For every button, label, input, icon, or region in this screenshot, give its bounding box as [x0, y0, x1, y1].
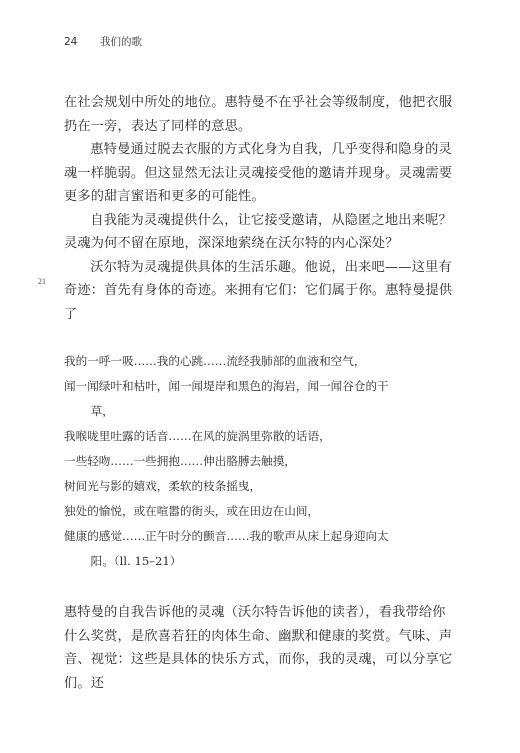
body-text-bottom — [64, 601, 456, 695]
paragraph: 惠特曼的自我告诉他的灵魂（沃尔特告诉他的读者），看我带给你什么奖赏，是欣喜若狂的肉体生命、幽默和健康的奖赏。气味、声音、视觉：这些是具体的快乐方式，而你，我的灵魂，可以分享它们。还 — [64, 605, 453, 691]
poem-line: 独处的愉悦，或在喧嚣的街头，或在田边在山间， — [64, 504, 320, 518]
body-text-top — [64, 91, 456, 326]
paragraph: 惠特曼通过脱去衣服的方式化身为自我，几乎变得和隐身的灵魂一样脆弱。但这显然无法让灵魂接受他的邀请并现身。灵魂需要更多的甜言蜜语和更多的可能性。 — [64, 142, 453, 204]
running-header — [64, 34, 142, 49]
book-title: 我们的歌 — [100, 36, 142, 48]
poem-line-continued: 阳。（ll. 15–21） — [90, 554, 182, 568]
poem-line: 闻一闻绿叶和枯叶，闻一闻堤岸和黑色的海岩，闻一闻谷仓的干 — [64, 379, 389, 393]
paragraph: 沃尔特为灵魂提供具体的生活乐趣。他说，出来吧——这里有奇迹：首先有身体的奇迹。来拥有它们：它们属于你。惠特曼提供了 — [64, 259, 453, 322]
poem-line: 健康的感觉……正午时分的颤音……我的歌声从床上起身迎向太 — [64, 529, 389, 543]
poem-line: 我喉咙里吐露的话音……在风的旋涡里弥散的话语， — [64, 429, 331, 443]
poem-line: 树间光与影的嬉戏，柔软的枝条摇曳， — [64, 479, 262, 493]
page-number: 24 — [64, 36, 78, 48]
poem-line: 一些轻吻……一些拥抱……伸出胳膊去触摸， — [64, 454, 296, 468]
poem-quote — [64, 349, 484, 574]
poem-line-continued: 草， — [90, 404, 114, 418]
paragraph: 在社会规划中所处的地位。惠特曼不在乎社会等级制度，他把衣服扔在一旁，表达了同样的意思。 — [64, 95, 453, 134]
margin-page-number: 21 — [38, 277, 46, 286]
poem-line: 我的一呼一吸……我的心跳……流经我肺部的血液和空气， — [64, 354, 366, 368]
paragraph: 自我能为灵魂提供什么，让它接受邀请，从隐匿之地出来呢？灵魂为何不留在原地，深深地萦绕在沃尔特的内心深处？ — [64, 212, 452, 251]
